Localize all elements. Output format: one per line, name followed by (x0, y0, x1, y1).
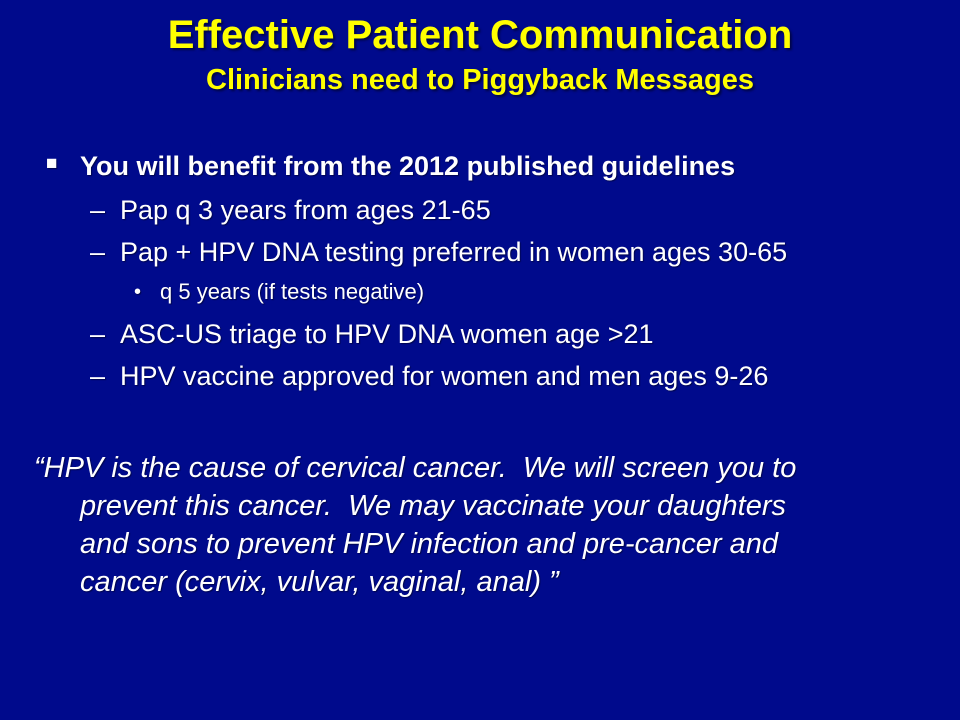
dash-bullet-icon: – (90, 237, 106, 267)
quote-line: “HPV is the cause of cervical cancer. We will screen you to (34, 452, 797, 484)
bullet-text: You will benefit from the 2012 published guidelines (80, 151, 736, 181)
bullet-list (0, 150, 960, 393)
bullet-item (134, 278, 960, 306)
quote-line: prevent this cancer. We may vaccinate your daughters (80, 490, 787, 522)
dot-bullet-icon: • (134, 281, 142, 303)
dash-bullet-icon: – (90, 195, 106, 225)
quote-line: cancer (cervix, vulvar, vaginal, anal) ” (80, 566, 559, 598)
bullet-text: ASC-US triage to HPV DNA women age >21 (120, 319, 654, 349)
bullet-text: Pap q 3 years from ages 21-65 (120, 195, 491, 225)
slide-title: Effective Patient Communication (167, 13, 793, 57)
square-bullet-icon: ■ (46, 153, 58, 174)
quote-line: and sons to prevent HPV infection and pre-cancer and (80, 528, 779, 560)
bullet-text: q 5 years (if tests negative) (160, 279, 425, 304)
bullet-item (46, 150, 960, 183)
dash-bullet-icon: – (90, 319, 106, 349)
slide-subtitle: Clinicians need to Piggyback Messages (206, 64, 754, 96)
bullet-item (90, 360, 960, 393)
title-block (0, 0, 960, 97)
bullet-item (90, 194, 960, 227)
bullet-text: Pap + HPV DNA testing preferred in women ages 30-65 (120, 237, 788, 267)
dash-bullet-icon: – (90, 361, 106, 391)
quote-block (0, 449, 960, 601)
bullet-item (90, 318, 960, 351)
bullet-text: HPV vaccine approved for women and men ages 9-26 (120, 361, 769, 391)
bullet-item (90, 236, 960, 269)
